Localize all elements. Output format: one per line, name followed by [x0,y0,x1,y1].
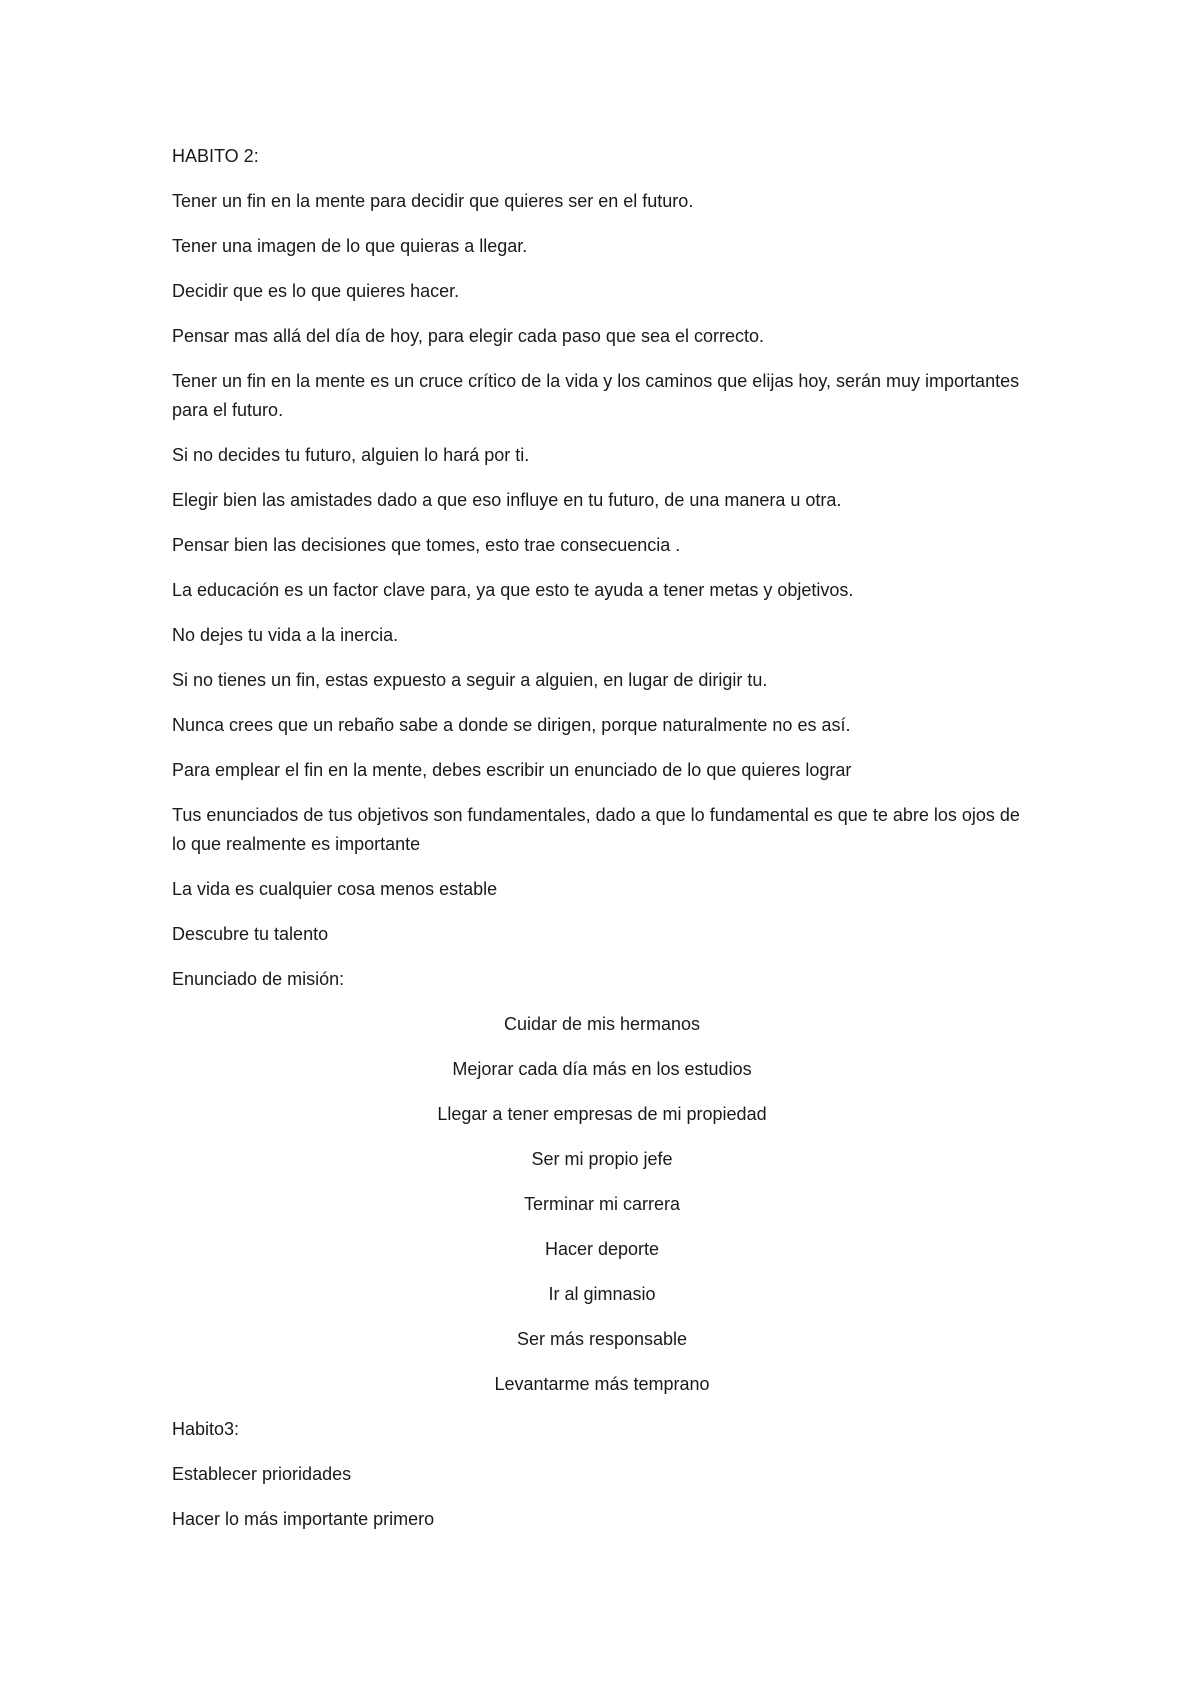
paragraph: No dejes tu vida a la inercia. [172,625,399,645]
paragraph: Tener un fin en la mente es un cruce crítico de la vida y los caminos que elijas hoy, serán muy importantes para el futuro. [172,371,1020,420]
mission-heading: Enunciado de misión: [172,969,345,989]
mission-item: Levantarme más temprano [494,1374,710,1394]
heading-habito-3: Habito3: [172,1419,240,1439]
paragraph: La vida es cualquier cosa menos estable [172,879,498,899]
mission-item: Llegar a tener empresas de mi propiedad [437,1104,767,1124]
paragraph: Si no tienes un fin, estas expuesto a seguir a alguien, en lugar de dirigir tu. [172,670,768,690]
mission-item: Hacer deporte [544,1239,660,1259]
mission-item: Mejorar cada día más en los estudios [452,1059,752,1079]
paragraph: La educación es un factor clave para, ya que esto te ayuda a tener metas y objetivos. [172,580,854,600]
paragraph: Tener un fin en la mente para decidir que quieres ser en el futuro. [172,191,694,211]
mission-item: Cuidar de mis hermanos [503,1014,701,1034]
paragraph: Establecer prioridades [172,1464,352,1484]
paragraph: Tener una imagen de lo que quieras a llegar. [172,236,528,256]
mission-item: Terminar mi carrera [523,1194,681,1214]
paragraph: Nunca crees que un rebaño sabe a donde se dirigen, porque naturalmente no es así. [172,715,851,735]
heading-habito-2: HABITO 2: [172,146,259,166]
mission-list [172,1010,1032,1399]
paragraph: Pensar bien las decisiones que tomes, esto trae consecuencia . [172,535,681,555]
mission-item: Ir al gimnasio [548,1284,656,1304]
paragraph: Tus enunciados de tus objetivos son fundamentales, dado a que lo fundamental es que te abre los ojos de lo que realmente es importante [172,805,1020,854]
paragraph: Pensar mas allá del día de hoy, para elegir cada paso que sea el correcto. [172,326,765,346]
document-body [172,142,1032,1550]
mission-item: Ser más responsable [516,1329,688,1349]
paragraph: Descubre tu talento [172,924,329,944]
mission-item: Ser mi propio jefe [531,1149,673,1169]
paragraph: Si no decides tu futuro, alguien lo hará por ti. [172,445,530,465]
paragraph: Decidir que es lo que quieres hacer. [172,281,460,301]
paragraph: Elegir bien las amistades dado a que eso influye en tu futuro, de una manera u otra. [172,490,842,510]
paragraph: Hacer lo más importante primero [172,1509,435,1529]
paragraph: Para emplear el fin en la mente, debes escribir un enunciado de lo que quieres lograr [172,760,852,780]
